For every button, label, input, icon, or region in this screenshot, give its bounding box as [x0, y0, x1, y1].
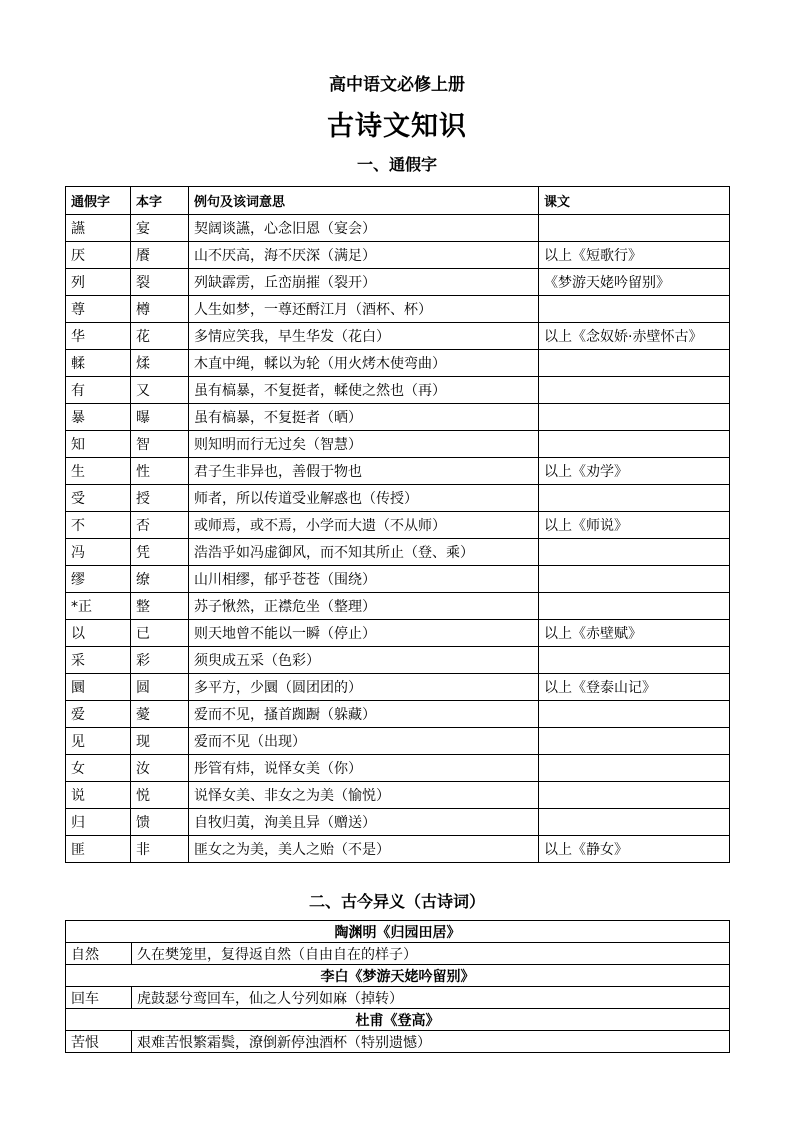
meaning-cell: 久在樊笼里，复得返自然（自由自在的样子）	[132, 943, 730, 965]
poem-heading-row	[66, 921, 730, 943]
example-cell: 爱而不见（出现）	[189, 728, 539, 755]
tongjiazi-cell: 有	[66, 377, 131, 404]
column-header: 通假字	[66, 187, 131, 215]
lesson-cell	[539, 296, 730, 323]
table-row	[66, 674, 730, 701]
table-row	[66, 943, 730, 965]
example-cell: 彤管有炜，说怿女美（你）	[189, 755, 539, 782]
table-row	[66, 242, 730, 269]
word-cell: 自然	[66, 943, 132, 965]
benzi-cell: 花	[131, 323, 189, 350]
example-cell: 自牧归荑，洵美且异（赠送）	[189, 809, 539, 836]
table-row	[66, 593, 730, 620]
table-row	[66, 987, 730, 1009]
benzi-cell: 曝	[131, 404, 189, 431]
tongjiazi-cell: 冯	[66, 539, 131, 566]
lesson-cell	[539, 701, 730, 728]
lesson-cell	[539, 350, 730, 377]
benzi-cell: 智	[131, 431, 189, 458]
benzi-cell: 凭	[131, 539, 189, 566]
benzi-cell: 缭	[131, 566, 189, 593]
table-row	[66, 323, 730, 350]
lesson-cell	[539, 782, 730, 809]
tongjiazi-cell: 不	[66, 512, 131, 539]
example-cell: 山川相缪，郁乎苍苍（围绕）	[189, 566, 539, 593]
benzi-cell: 悦	[131, 782, 189, 809]
table-row	[66, 836, 730, 863]
table-row	[66, 215, 730, 242]
example-cell: 师者，所以传道受业解惑也（传授）	[189, 485, 539, 512]
tongjiazi-cell: 生	[66, 458, 131, 485]
poem-heading-row	[66, 965, 730, 987]
table-row	[66, 485, 730, 512]
benzi-cell: 现	[131, 728, 189, 755]
table-row	[66, 755, 730, 782]
tongjiazi-cell: 圜	[66, 674, 131, 701]
benzi-cell: 圆	[131, 674, 189, 701]
lesson-cell	[539, 566, 730, 593]
meaning-cell: 艰难苦恨繁霜鬓，潦倒新停浊酒杯（特别遗憾）	[132, 1031, 730, 1053]
table-row	[66, 269, 730, 296]
column-header: 例句及该词意思	[189, 187, 539, 215]
table-row	[66, 458, 730, 485]
tongjiazi-cell: 说	[66, 782, 131, 809]
section-heading-gujinyiyi: 二、古今异义（古诗词）	[308, 892, 485, 911]
lesson-cell	[539, 593, 730, 620]
table-row	[66, 809, 730, 836]
tongjiazi-cell: 受	[66, 485, 131, 512]
benzi-cell: 煣	[131, 350, 189, 377]
lesson-cell	[539, 377, 730, 404]
tongjiazi-cell: *正	[66, 593, 131, 620]
tongjiazi-cell: 讌	[66, 215, 131, 242]
benzi-cell: 薆	[131, 701, 189, 728]
tongjiazi-cell: 列	[66, 269, 131, 296]
poem-heading: 杜甫《登高》	[66, 1009, 730, 1031]
table-header-row	[66, 187, 730, 215]
word-cell: 苦恨	[66, 1031, 132, 1053]
benzi-cell: 授	[131, 485, 189, 512]
example-cell: 列缺霹雳，丘峦崩摧（裂开）	[189, 269, 539, 296]
lesson-cell: 以上《师说》	[539, 512, 730, 539]
tongjiazi-cell: 爱	[66, 701, 131, 728]
example-cell: 爱而不见，搔首踟蹰（躲藏）	[189, 701, 539, 728]
benzi-cell: 否	[131, 512, 189, 539]
example-cell: 匪女之为美，美人之贻（不是）	[189, 836, 539, 863]
poem-heading: 陶渊明《归园田居》	[66, 921, 730, 943]
poem-heading: 李白《梦游天姥吟留别》	[66, 965, 730, 987]
table-row	[66, 296, 730, 323]
tongjiazi-cell: 采	[66, 647, 131, 674]
tongjiazi-cell: 华	[66, 323, 131, 350]
example-cell: 木直中绳，輮以为轮（用火烤木使弯曲）	[189, 350, 539, 377]
benzi-cell: 裂	[131, 269, 189, 296]
example-cell: 则知明而行无过矣（智慧）	[189, 431, 539, 458]
table-row	[66, 782, 730, 809]
lesson-cell	[539, 539, 730, 566]
table-row	[66, 566, 730, 593]
example-cell: 契阔谈讌，心念旧恩（宴会）	[189, 215, 539, 242]
lesson-cell	[539, 809, 730, 836]
tongjiazi-cell: 女	[66, 755, 131, 782]
table-row	[66, 431, 730, 458]
tongjiazi-cell: 匪	[66, 836, 131, 863]
document-subtitle: 高中语文必修上册	[329, 75, 465, 95]
gujinyiyi-table	[65, 920, 730, 1053]
tongjiazi-table	[65, 186, 730, 863]
benzi-cell: 馈	[131, 809, 189, 836]
example-cell: 多情应笑我，早生华发（花白）	[189, 323, 539, 350]
column-header: 课文	[539, 187, 730, 215]
benzi-cell: 整	[131, 593, 189, 620]
tongjiazi-cell: 厌	[66, 242, 131, 269]
tongjiazi-cell: 以	[66, 620, 131, 647]
example-cell: 虽有槁暴，不复挺者（晒）	[189, 404, 539, 431]
tongjiazi-table-body	[66, 215, 730, 863]
lesson-cell	[539, 728, 730, 755]
lesson-cell	[539, 404, 730, 431]
benzi-cell: 非	[131, 836, 189, 863]
example-cell: 或师焉，或不焉，小学而大遗（不从师）	[189, 512, 539, 539]
table-row	[66, 647, 730, 674]
tongjiazi-cell: 见	[66, 728, 131, 755]
table-row	[66, 404, 730, 431]
table-row	[66, 350, 730, 377]
lesson-cell: 《梦游天姥吟留别》	[539, 269, 730, 296]
table-row	[66, 728, 730, 755]
example-cell: 说怿女美、非女之为美（愉悦）	[189, 782, 539, 809]
example-cell: 苏子愀然，正襟危坐（整理）	[189, 593, 539, 620]
column-header: 本字	[131, 187, 189, 215]
lesson-cell: 以上《劝学》	[539, 458, 730, 485]
meaning-cell: 虎鼓瑟兮鸾回车，仙之人兮列如麻（掉转）	[132, 987, 730, 1009]
tongjiazi-cell: 知	[66, 431, 131, 458]
example-cell: 山不厌高，海不厌深（满足）	[189, 242, 539, 269]
tongjiazi-cell: 缪	[66, 566, 131, 593]
gujinyiyi-table-body	[66, 921, 730, 1053]
tongjiazi-cell: 归	[66, 809, 131, 836]
example-cell: 须臾成五采（色彩）	[189, 647, 539, 674]
benzi-cell: 餍	[131, 242, 189, 269]
lesson-cell	[539, 485, 730, 512]
example-cell: 人生如梦，一尊还酹江月（酒杯、杯）	[189, 296, 539, 323]
benzi-cell: 宴	[131, 215, 189, 242]
benzi-cell: 又	[131, 377, 189, 404]
lesson-cell: 以上《登泰山记》	[539, 674, 730, 701]
benzi-cell: 樽	[131, 296, 189, 323]
example-cell: 君子生非异也，善假于物也	[189, 458, 539, 485]
benzi-cell: 性	[131, 458, 189, 485]
benzi-cell: 汝	[131, 755, 189, 782]
example-cell: 虽有槁暴，不复挺者，輮使之然也（再）	[189, 377, 539, 404]
lesson-cell	[539, 215, 730, 242]
tongjiazi-cell: 輮	[66, 350, 131, 377]
tongjiazi-cell: 尊	[66, 296, 131, 323]
lesson-cell: 以上《念奴娇·赤壁怀古》	[539, 323, 730, 350]
table-row	[66, 620, 730, 647]
example-cell: 浩浩乎如冯虚御风，而不知其所止（登、乘）	[189, 539, 539, 566]
lesson-cell	[539, 755, 730, 782]
benzi-cell: 已	[131, 620, 189, 647]
benzi-cell: 彩	[131, 647, 189, 674]
document-title: 古诗文知识	[327, 111, 467, 142]
table-row	[66, 701, 730, 728]
lesson-cell	[539, 647, 730, 674]
section-heading-tongjiazi: 一、通假字	[356, 155, 437, 174]
tongjiazi-cell: 暴	[66, 404, 131, 431]
example-cell: 多平方，少圜（圆团团的）	[189, 674, 539, 701]
poem-heading-row	[66, 1009, 730, 1031]
table-row	[66, 1031, 730, 1053]
example-cell: 则天地曾不能以一瞬（停止）	[189, 620, 539, 647]
lesson-cell: 以上《静女》	[539, 836, 730, 863]
lesson-cell	[539, 431, 730, 458]
table-row	[66, 377, 730, 404]
word-cell: 回车	[66, 987, 132, 1009]
lesson-cell: 以上《短歌行》	[539, 242, 730, 269]
table-row	[66, 539, 730, 566]
table-row	[66, 512, 730, 539]
lesson-cell: 以上《赤壁赋》	[539, 620, 730, 647]
